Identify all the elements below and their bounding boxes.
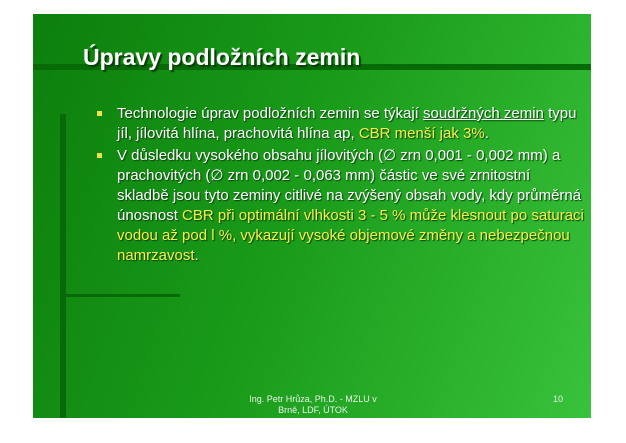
page-number: 10 bbox=[553, 394, 564, 404]
bullet-text: . bbox=[484, 125, 489, 142]
underlined-term: soudržných zemin bbox=[423, 105, 544, 122]
slide bbox=[33, 14, 591, 418]
bullet-square-icon bbox=[97, 153, 102, 158]
bullet-item-2 bbox=[95, 146, 585, 266]
highlighted-text: CBR při optimální vlhkosti 3 - 5 % může klesnout po saturaci vodou až pod l %, vykazují vysoké objemové změny a nebezpečnou namrzavost bbox=[117, 207, 584, 264]
bullet-text: V důsledku vysokého obsahu jílovitých (∅ zrn 0,001 - 0,002 mm) a prachovitých (∅ zrn 0,002 - 0,063 mm) částic ve své zrnitostní skladbě jsou tyto zeminy citlivé na zvýšený obsah vody, kdy průměrná únosnost bbox=[117, 147, 582, 224]
bullet-text: . bbox=[194, 247, 199, 264]
bullet-list bbox=[95, 104, 585, 268]
bullet-text: typu jíl, jílovitá hlína, prachovitá hlína ap, bbox=[117, 105, 577, 142]
slide-footer bbox=[223, 394, 403, 416]
highlighted-text: CBR menší jak 3% bbox=[358, 125, 485, 142]
bullet-text: Technologie úprav podložních zemin se týkají bbox=[117, 105, 424, 122]
bullet-square-icon bbox=[97, 111, 102, 116]
lower-accent-bar bbox=[60, 294, 180, 297]
bullet-item-1 bbox=[95, 104, 585, 144]
footer-line-2: Brně, LDF, ÚTOK bbox=[278, 405, 348, 415]
footer-line-1: Ing. Petr Hrůza, Ph.D. - MZLU v bbox=[249, 394, 377, 404]
vertical-accent-bar bbox=[60, 114, 66, 418]
slide-title: Úpravy podložních zemin bbox=[83, 44, 361, 70]
